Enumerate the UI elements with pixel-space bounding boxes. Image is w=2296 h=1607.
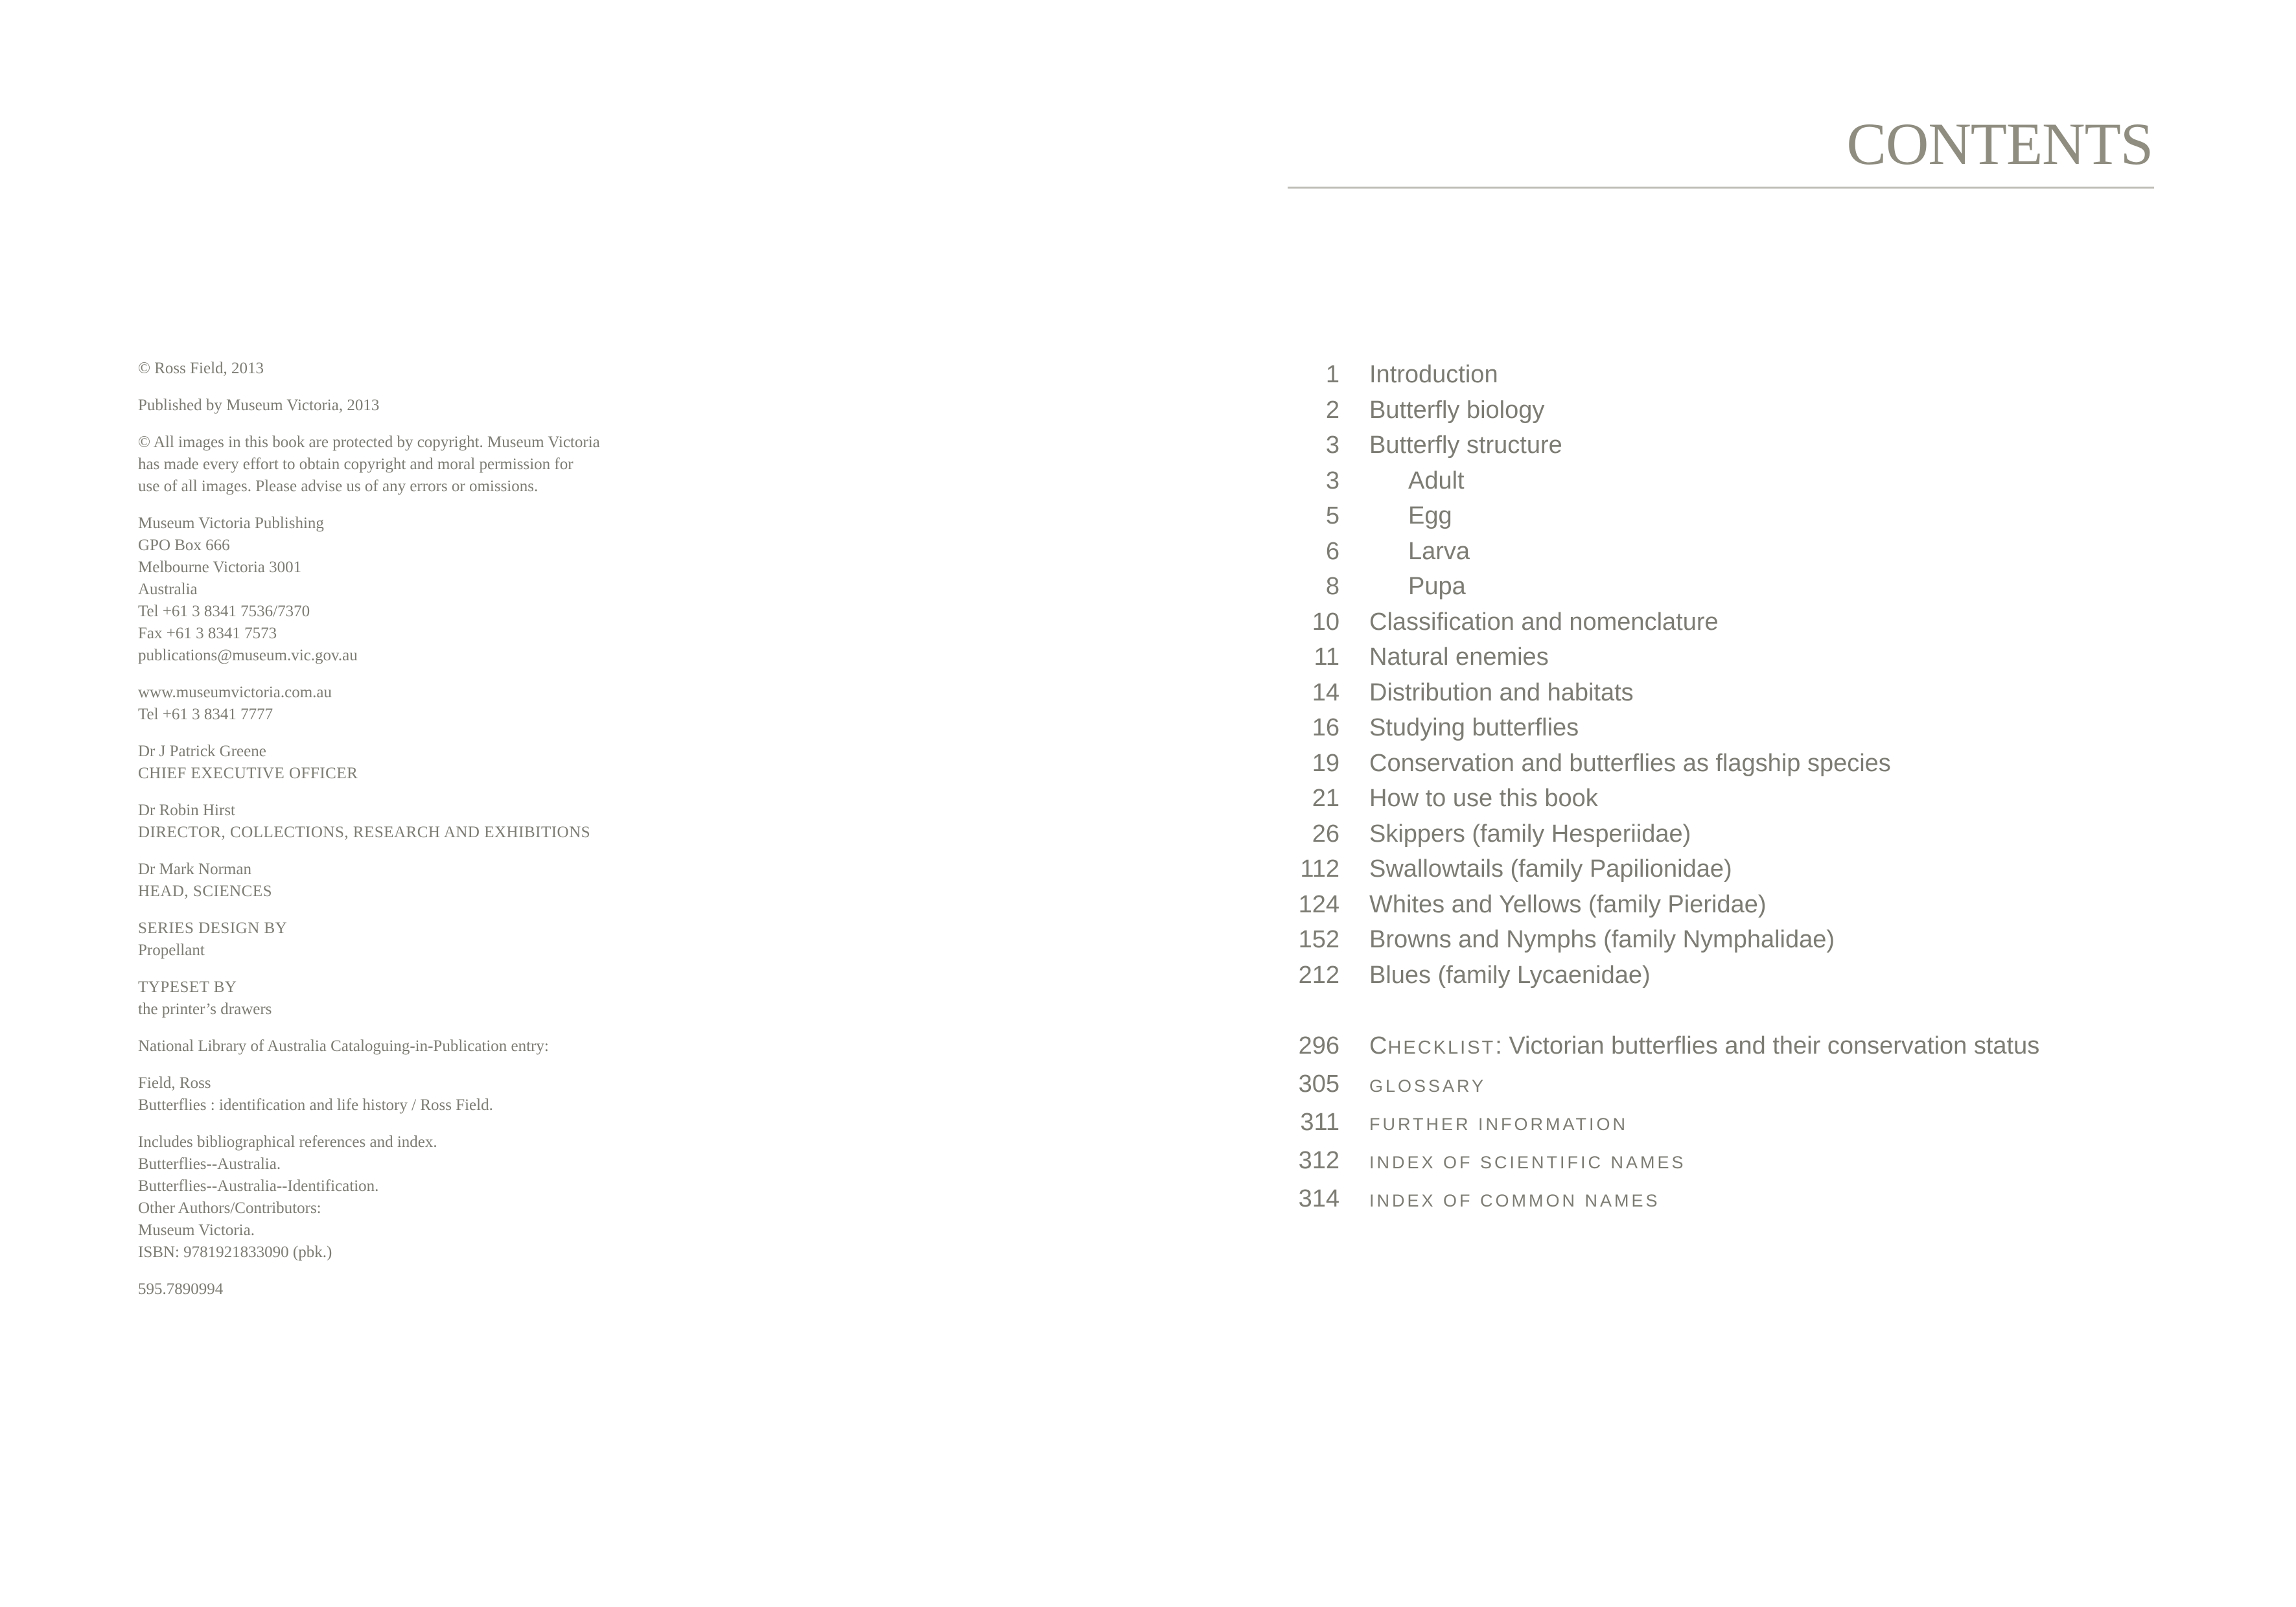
toc-entry-label: Pupa bbox=[1408, 573, 1466, 600]
toc-page-number: 3 bbox=[1325, 467, 1339, 494]
toc-page-number: 312 bbox=[1298, 1147, 1339, 1174]
toc-page-number: 5 bbox=[1325, 502, 1339, 529]
toc-entry-glossary[interactable] bbox=[1270, 1070, 2177, 1109]
toc-page-number: 124 bbox=[1298, 890, 1339, 918]
credit-role: TYPESET BY bbox=[138, 978, 237, 996]
toc-page-number: 2 bbox=[1325, 396, 1339, 424]
toc-entry-label: INDEX OF SCIENTIFIC NAMES bbox=[1369, 1153, 1686, 1172]
toc-page-number: 112 bbox=[1300, 855, 1339, 883]
toc-entry[interactable] bbox=[1270, 643, 2177, 679]
director-credit bbox=[138, 800, 786, 844]
address-line: Museum Victoria Publishing bbox=[138, 514, 324, 532]
toc-entry-label: Whites and Yellows (family Pieridae) bbox=[1369, 890, 1767, 918]
toc-entry[interactable] bbox=[1270, 397, 2177, 432]
series-design-credit bbox=[138, 918, 786, 962]
nla-entry-text: National Library of Australia Cataloguing-in-Publication entry: bbox=[138, 1037, 549, 1055]
toc-page-number: 11 bbox=[1314, 643, 1339, 671]
copyright-line bbox=[138, 358, 786, 380]
address-line: Fax +61 3 8341 7573 bbox=[138, 625, 277, 642]
toc-entry-label: Classification and nomenclature bbox=[1369, 608, 1719, 636]
publisher-text: Published by Museum Victoria, 2013 bbox=[138, 397, 380, 414]
credit-role: HEAD, SCIENCES bbox=[138, 883, 273, 900]
toc-entry-label: Swallowtails (family Papilionidae) bbox=[1369, 855, 1732, 883]
toc-entry-further-information[interactable] bbox=[1270, 1109, 2177, 1147]
ceo-credit bbox=[138, 741, 786, 785]
toc-entry[interactable] bbox=[1270, 750, 2177, 785]
toc-entry-label: Introduction bbox=[1369, 361, 1498, 388]
toc-entry-label: Browns and Nymphs (family Nymphalidae) bbox=[1369, 926, 1835, 953]
email-link[interactable]: publications@museum.vic.gov.au bbox=[138, 647, 358, 664]
catalogue-line: Field, Ross bbox=[138, 1074, 211, 1092]
toc-entry-label: How to use this book bbox=[1369, 785, 1598, 812]
toc-page-number: 212 bbox=[1298, 961, 1339, 989]
toc-page-number: 3 bbox=[1325, 432, 1339, 459]
catalogue-line: Butterflies : identification and life history / Ross Field. bbox=[138, 1096, 493, 1114]
address-line: GPO Box 666 bbox=[138, 537, 230, 554]
toc-entry-label: Blues (family Lycaenidae) bbox=[1369, 961, 1651, 989]
toc-entry-label: GLOSSARY bbox=[1369, 1076, 1487, 1096]
toc-entry-label: Larva bbox=[1408, 537, 1470, 565]
publisher-line bbox=[138, 395, 786, 417]
catalogue-line: Butterflies--Australia. bbox=[138, 1155, 281, 1173]
toc-entry-label-rest: : Victorian butterflies and their conservation status bbox=[1495, 1032, 2040, 1059]
toc-subentry[interactable] bbox=[1270, 467, 2177, 503]
catalogue-notes bbox=[138, 1131, 786, 1264]
catalogue-line: Includes bibliographical references and index. bbox=[138, 1133, 437, 1151]
credit-name: Propellant bbox=[138, 942, 205, 959]
smallcaps-initial: C bbox=[1369, 1032, 1388, 1059]
dewey-text: 595.7890994 bbox=[138, 1280, 224, 1298]
toc-entry[interactable] bbox=[1270, 855, 2177, 891]
toc-page-number: 10 bbox=[1312, 608, 1339, 636]
dewey-number bbox=[138, 1278, 786, 1301]
toc-entry-index-scientific[interactable] bbox=[1270, 1147, 2177, 1185]
isbn-line: ISBN: 9781921833090 (pbk.) bbox=[138, 1243, 332, 1261]
toc-entry[interactable] bbox=[1270, 432, 2177, 467]
toc-page-number: 14 bbox=[1312, 678, 1339, 706]
toc-page-number: 19 bbox=[1312, 749, 1339, 777]
images-notice-line: use of all images. Please advise us of any errors or omissions. bbox=[138, 478, 539, 495]
images-notice-line: © All images in this book are protected by copyright. Museum Victoria bbox=[138, 434, 600, 451]
copyright-text: © Ross Field, 2013 bbox=[138, 360, 264, 377]
toc-page-number: 8 bbox=[1325, 573, 1339, 600]
head-credit bbox=[138, 859, 786, 903]
toc-page-number: 26 bbox=[1312, 820, 1339, 848]
toc-entry[interactable] bbox=[1270, 962, 2177, 997]
toc-page-number: 21 bbox=[1312, 785, 1339, 812]
toc-entry-label: Studying butterflies bbox=[1369, 714, 1579, 741]
toc-entry-label bbox=[1339, 1032, 2039, 1060]
contents-list bbox=[1270, 361, 2177, 997]
toc-subentry[interactable] bbox=[1270, 573, 2177, 608]
toc-entry-label: Skippers (family Hesperiidae) bbox=[1369, 820, 1691, 848]
credit-name: Dr Robin Hirst bbox=[138, 802, 235, 819]
back-matter-list bbox=[1270, 1032, 2177, 1223]
toc-page-number: 1 bbox=[1325, 361, 1339, 388]
images-notice bbox=[138, 432, 786, 498]
toc-entry[interactable] bbox=[1270, 361, 2177, 397]
toc-entry[interactable] bbox=[1270, 820, 2177, 856]
publisher-address bbox=[138, 513, 786, 667]
toc-entry-label: Conservation and butterflies as flagship species bbox=[1369, 749, 1891, 777]
toc-page-number: 152 bbox=[1298, 926, 1339, 953]
credit-name: the printer’s drawers bbox=[138, 1000, 272, 1018]
toc-entry-index-common[interactable] bbox=[1270, 1185, 2177, 1223]
toc-page-number: 314 bbox=[1298, 1185, 1339, 1212]
images-notice-line: has made every effort to obtain copyright and moral permission for bbox=[138, 456, 574, 473]
toc-page-number: 305 bbox=[1298, 1070, 1339, 1098]
address-line: Tel +61 3 8341 7536/7370 bbox=[138, 603, 310, 620]
toc-entry-label: Distribution and habitats bbox=[1369, 678, 1634, 706]
catalogue-line: Other Authors/Contributors: bbox=[138, 1199, 321, 1217]
toc-subentry[interactable] bbox=[1270, 538, 2177, 573]
toc-entry-label: Natural enemies bbox=[1369, 643, 1549, 671]
credit-name: Dr Mark Norman bbox=[138, 861, 251, 878]
toc-entry[interactable] bbox=[1270, 608, 2177, 644]
toc-entry[interactable] bbox=[1270, 714, 2177, 750]
title-divider bbox=[1288, 187, 2154, 189]
toc-entry-label: INDEX OF COMMON NAMES bbox=[1369, 1191, 1660, 1210]
toc-page-number: 296 bbox=[1298, 1032, 1339, 1059]
toc-entry-checklist[interactable] bbox=[1270, 1032, 2177, 1070]
typeset-credit bbox=[138, 977, 786, 1021]
author-title bbox=[138, 1072, 786, 1116]
toc-entry[interactable] bbox=[1270, 926, 2177, 962]
credit-role: SERIES DESIGN BY bbox=[138, 919, 288, 937]
catalogue-line: Museum Victoria. bbox=[138, 1221, 255, 1239]
toc-entry-label: Adult bbox=[1408, 467, 1465, 494]
phone-line: Tel +61 3 8341 7777 bbox=[138, 706, 273, 723]
toc-entry-label: Butterfly biology bbox=[1369, 396, 1545, 424]
catalogue-line: Butterflies--Australia--Identification. bbox=[138, 1177, 379, 1195]
toc-page-number: 16 bbox=[1312, 714, 1339, 741]
credit-name: Dr J Patrick Greene bbox=[138, 743, 266, 760]
toc-entry-label: Egg bbox=[1408, 502, 1452, 529]
toc-page-number: 6 bbox=[1325, 537, 1339, 565]
nla-entry bbox=[138, 1035, 786, 1058]
credit-role: CHIEF EXECUTIVE OFFICER bbox=[138, 765, 358, 782]
toc-page-number: 311 bbox=[1300, 1109, 1339, 1136]
toc-entry-label: FURTHER INFORMATION bbox=[1369, 1115, 1628, 1134]
toc-entry[interactable] bbox=[1270, 785, 2177, 820]
website-link[interactable]: www.museumvictoria.com.au bbox=[138, 684, 332, 701]
page-title: CONTENTS bbox=[1846, 111, 2153, 177]
toc-entry[interactable] bbox=[1270, 679, 2177, 715]
address-line: Melbourne Victoria 3001 bbox=[138, 559, 302, 576]
credit-role: DIRECTOR, COLLECTIONS, RESEARCH AND EXHIBITIONS bbox=[138, 824, 591, 841]
address-line: Australia bbox=[138, 581, 198, 598]
toc-entry-label: Butterfly structure bbox=[1369, 432, 1562, 459]
web-contact bbox=[138, 682, 786, 726]
imprint-page bbox=[138, 358, 786, 1315]
smallcaps-word: HECKLIST bbox=[1387, 1037, 1496, 1058]
toc-subentry[interactable] bbox=[1270, 502, 2177, 538]
toc-entry[interactable] bbox=[1270, 891, 2177, 927]
